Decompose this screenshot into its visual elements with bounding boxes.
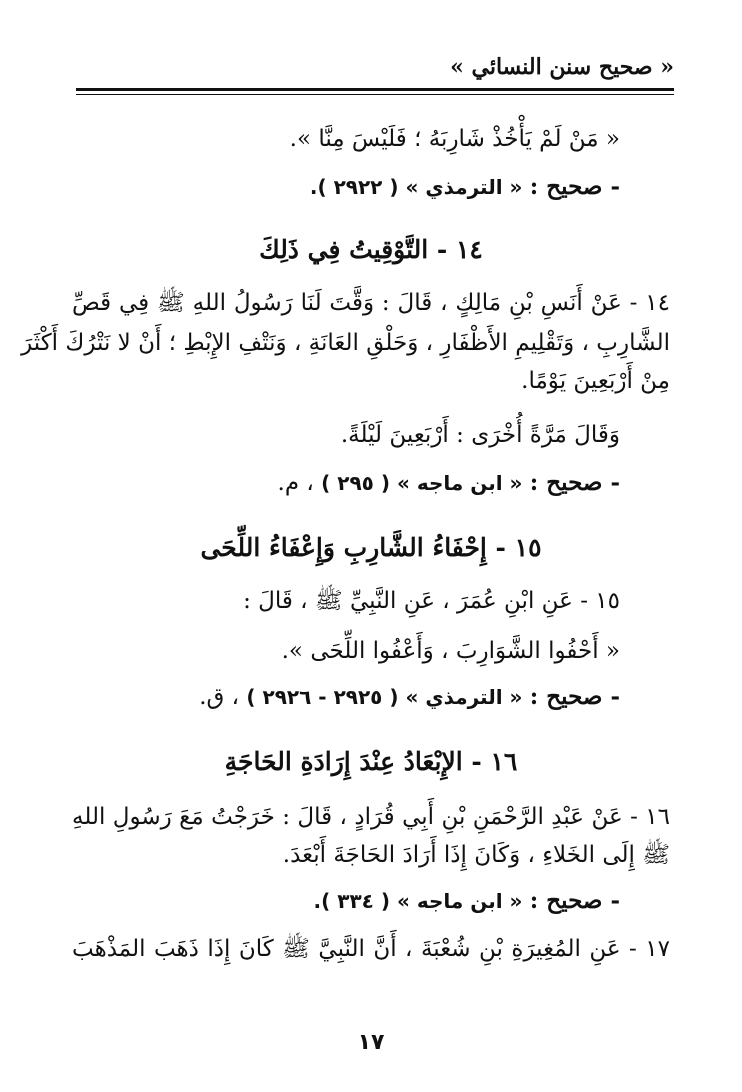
hadith-extra-line: وَقَالَ مَرَّةً أُخْرَى : أَرْبَعِينَ لَيْلَةً. [340,422,620,448]
grade-label: - صحيح : [529,469,620,496]
header-rule-thick [76,88,674,91]
running-header [76,52,674,82]
book-title: « صحيح سنن النسائي » [450,54,674,80]
grade-rest: ، م. [277,470,314,496]
page-number: ١٧ [357,1030,385,1055]
header-rule-thin [76,94,674,95]
grade-line [199,680,620,714]
hadith-text-line: ﷺ إِلَى الخَلاءِ ، وَكَانَ إِذَا أَرَادَ الحَاجَةَ أَبْعَدَ. [282,842,670,868]
section-heading: ١٦ - الإِبْعَادُ عِنْدَ إِرَادَةِ الحَاجَةِ [224,747,518,776]
grade-source: « الترمذي » ( ٢٩٢٥ - ٢٩٢٦ ) [246,685,523,709]
grade-label: - صحيح : [529,173,620,200]
section-heading: ١٥ - إِحْفَاءُ الشَّارِبِ وَإِعْفَاءُ اللِّحَى [200,533,542,562]
hadith-text-line: « أَحْفُوا الشَّوَارِبَ ، وَأَعْفُوا اللِّحَى ». [281,638,620,664]
hadith-text-line: ١٦ - عَنْ عَبْدِ الرَّحْمَنِ بْنِ أَبِي قُرَادٍ ، قَالَ : خَرَجْتُ مَعَ رَسُولِ اللهِ [72,804,670,830]
section-heading: ١٤ - التَّوْقِيتُ فِي ذَلِكَ [259,235,483,264]
hadith-text-line: « مَنْ لَمْ يَأْخُذْ شَارِبَهُ ؛ فَلَيْسَ مِنَّا ». [289,126,620,152]
hadith-text-line: ١٤ - عَنْ أَنَسِ بْنِ مَالِكٍ ، قَالَ : وَقَّتَ لَنَا رَسُولُ اللهِ ﷺ فِي قَصِّ [72,290,670,316]
grade-label: - صحيح : [529,683,620,710]
grade-line [310,170,620,204]
hadith-text-line: مِنْ أَرْبَعِينَ يَوْمًا. [521,368,670,394]
grade-source: « الترمذي » ( ٢٩٢٢ ). [309,175,523,199]
grade-source: « ابن ماجه » ( ٢٩٥ ) [321,471,523,495]
grade-label: - صحيح : [529,887,620,914]
grade-line [278,466,620,500]
grade-line [314,884,620,918]
hadith-text-line: ١٥ - عَنِ ابْنِ عُمَرَ ، عَنِ النَّبِيِّ ﷺ ، قَالَ : [243,588,620,614]
hadith-text-line: الشَّارِبِ ، وَتَقْلِيمِ الأَظْفَارِ ، وَحَلْقِ العَانَةِ ، وَنَتْفِ الإِبْطِ ؛ أَنْ لا نَتْرُكَ أَكْثَرَ [21,330,670,356]
grade-rest: ، ق. [199,684,240,710]
hadith-text-line: ١٧ - عَنِ المُغِيرَةِ بْنِ شُعْبَةَ ، أَنَّ النَّبِيَّ ﷺ كَانَ إِذَا ذَهَبَ المَذْهَبَ [72,936,670,962]
grade-source: « ابن ماجه » ( ٣٣٤ ). [313,889,523,913]
